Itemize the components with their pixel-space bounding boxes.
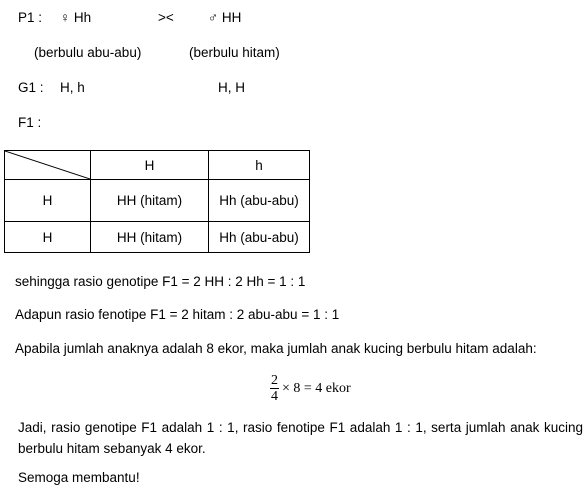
question-line: Apabila jumlah anaknya adalah 8 ekor, maka jumlah anak kucing berbulu hitam adalah:: [15, 341, 537, 356]
punnett-row: [5, 180, 310, 222]
genotype-ratio-line: sehingga rasio genotipe F1 = 2 HH : 2 Hh = 1 : 1: [15, 274, 306, 289]
punnett-cell: Hh (abu-abu): [209, 222, 310, 253]
punnett-cell: Hh (abu-abu): [209, 180, 310, 222]
fraction-numerator: 2: [271, 373, 278, 388]
punnett-row: [5, 222, 310, 253]
g1-label: G1 :: [18, 80, 44, 95]
punnett-row-gamete: H: [5, 180, 91, 222]
f1-label: F1 :: [18, 115, 42, 130]
calculation-formula: [270, 373, 351, 404]
male-parent-phenotype: (berbulu hitam): [189, 45, 280, 60]
closing-line: Semoga membantu!: [18, 470, 140, 485]
cross-symbol: ><: [158, 10, 174, 25]
fraction-denominator: 4: [271, 389, 278, 404]
punnett-row-gamete: H: [5, 222, 91, 253]
diagonal-line-icon: [5, 151, 90, 179]
punnett-cell: HH (hitam): [91, 222, 209, 253]
female-gametes: H, h: [60, 80, 85, 95]
conclusion-paragraph: Jadi, rasio genotipe F1 adalah 1 : 1, rasio fenotipe F1 adalah 1 : 1, serta jumlah anak kucing berbulu hitam sebanyak 4 ekor.: [18, 420, 583, 456]
female-parent-phenotype: (berbulu abu-abu): [34, 45, 142, 60]
punnett-header-cell: H: [91, 151, 209, 180]
punnett-square: [4, 150, 310, 253]
male-gametes: H, H: [218, 80, 245, 95]
female-parent-genotype: ♀ Hh: [60, 10, 92, 25]
male-parent-genotype: ♂ HH: [208, 10, 242, 25]
formula-rest: × 8 = 4 ekor: [282, 380, 351, 396]
fraction: [270, 373, 279, 404]
punnett-corner-cell: [5, 151, 91, 180]
punnett-cell: HH (hitam): [91, 180, 209, 222]
punnett-header-cell: h: [209, 151, 310, 180]
p1-label: P1 :: [18, 10, 43, 25]
phenotype-ratio-line: Adapun rasio fenotipe F1 = 2 hitam : 2 abu-abu = 1 : 1: [15, 307, 340, 322]
